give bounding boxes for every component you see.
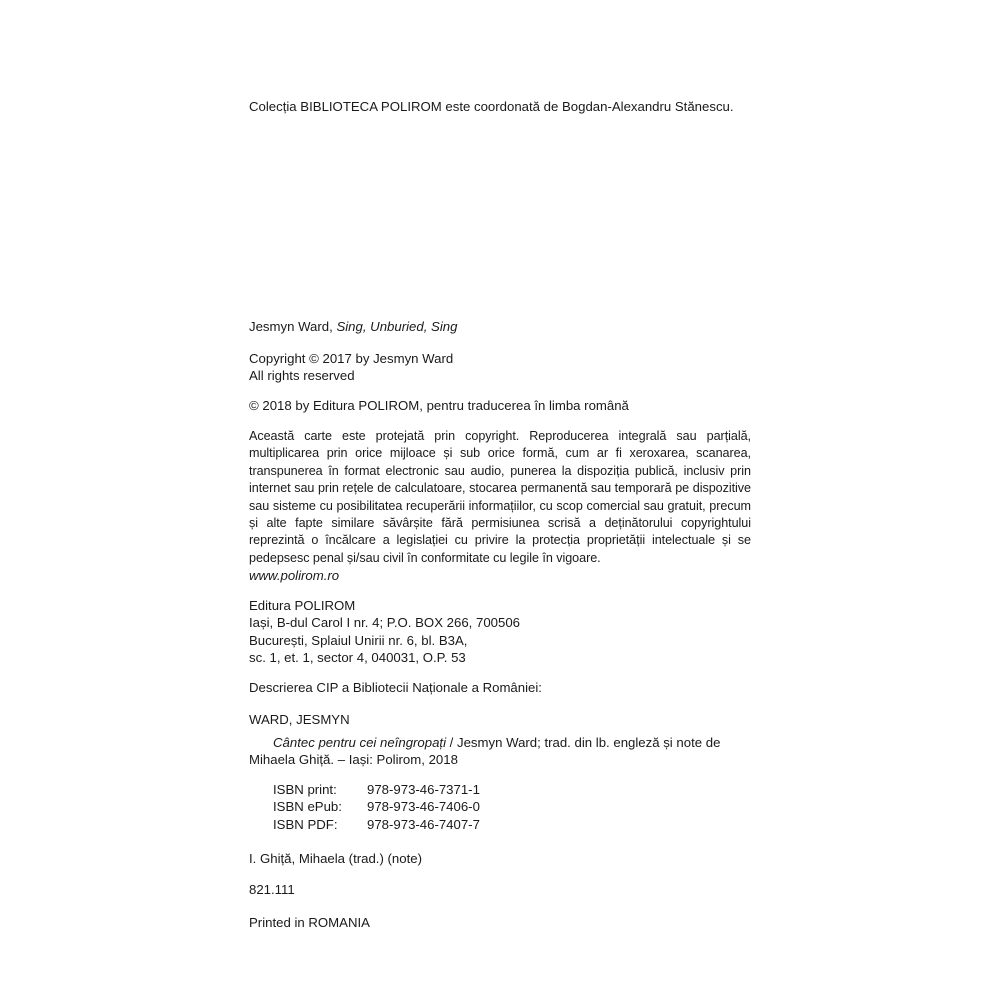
rights-line: All rights reserved (249, 368, 355, 384)
original-title: Sing, Unburied, Sing (336, 319, 458, 334)
address-iasi: Iași, B-dul Carol I nr. 4; P.O. BOX 266, 700506 (249, 615, 520, 631)
isbn-row-epub (273, 798, 673, 815)
isbn-label: ISBN ePub: (273, 799, 342, 815)
cip-contributor: I. Ghiță, Mihaela (trad.) (note) (249, 851, 422, 866)
copyright-original (249, 350, 751, 385)
cip-description (249, 734, 751, 769)
cip-description-rest: / Jesmyn Ward; trad. din lb. engleză și note de Mihaela Ghiță. – Iași: Polirom, 2018 (249, 735, 721, 768)
copyright-line: Copyright © 2017 by Jesmyn Ward (249, 351, 454, 366)
copyright-translation: © 2018 by Editura POLIROM, pentru traducerea în limba română (249, 398, 629, 413)
original-title-line (249, 318, 751, 335)
isbn-value: 978-973-46-7407-7 (367, 816, 480, 832)
publisher-address (249, 597, 751, 667)
address-bucuresti: București, Splaiul Unirii nr. 6, bl. B3A, (249, 632, 468, 648)
cip-heading: Descrierea CIP a Bibliotecii Naționale a României: (249, 680, 542, 695)
publisher-name: Editura POLIROM (249, 598, 356, 613)
original-author: Jesmyn Ward, (249, 319, 333, 334)
isbn-label: ISBN PDF: (273, 816, 338, 832)
isbn-list (273, 781, 673, 833)
cip-author: WARD, JESMYN (249, 712, 350, 727)
isbn-row-print (273, 781, 673, 798)
isbn-value: 978-973-46-7371-1 (367, 782, 480, 797)
legal-notice: Această carte este protejată prin copyright. Reproducerea integrală sau parțială, multiplicarea prin orice mijloace și sub orice formă, cum ar fi xeroxarea, scanarea, transpunerea în format electronic sau audio, punerea la dispoziția publică, inclusiv prin internet sau prin rețele de calculatoare, stocarea permanentă sau temporară pe dispozitive sau sisteme cu posibilitatea recuperării informațiilor, cu scop comercial sau gratuit, precum și alte fapte similare săvârșite fără permisiunea scrisă a deținătorului copyrightului reprezintă o încălcare a legislației cu privire la protecția proprietății intelectuale și se pedepsesc penal și/sau civil în conformitate cu legile în vigoare. (249, 429, 751, 565)
publisher-website-link[interactable]: www.polirom.ro (249, 568, 340, 583)
isbn-label: ISBN print: (273, 782, 337, 797)
address-bucuresti-detail: sc. 1, et. 1, sector 4, 040031, O.P. 53 (249, 650, 466, 666)
cip-classification: 821.111 (249, 882, 295, 897)
series-note: Colecția BIBLIOTECA POLIROM este coordonată de Bogdan-Alexandru Stănescu. (249, 99, 734, 114)
cip-translated-title: Cântec pentru cei neîngropați (273, 735, 447, 750)
isbn-row-pdf (273, 816, 673, 833)
isbn-value: 978-973-46-7406-0 (367, 799, 480, 815)
printed-in: Printed in ROMANIA (249, 915, 370, 930)
